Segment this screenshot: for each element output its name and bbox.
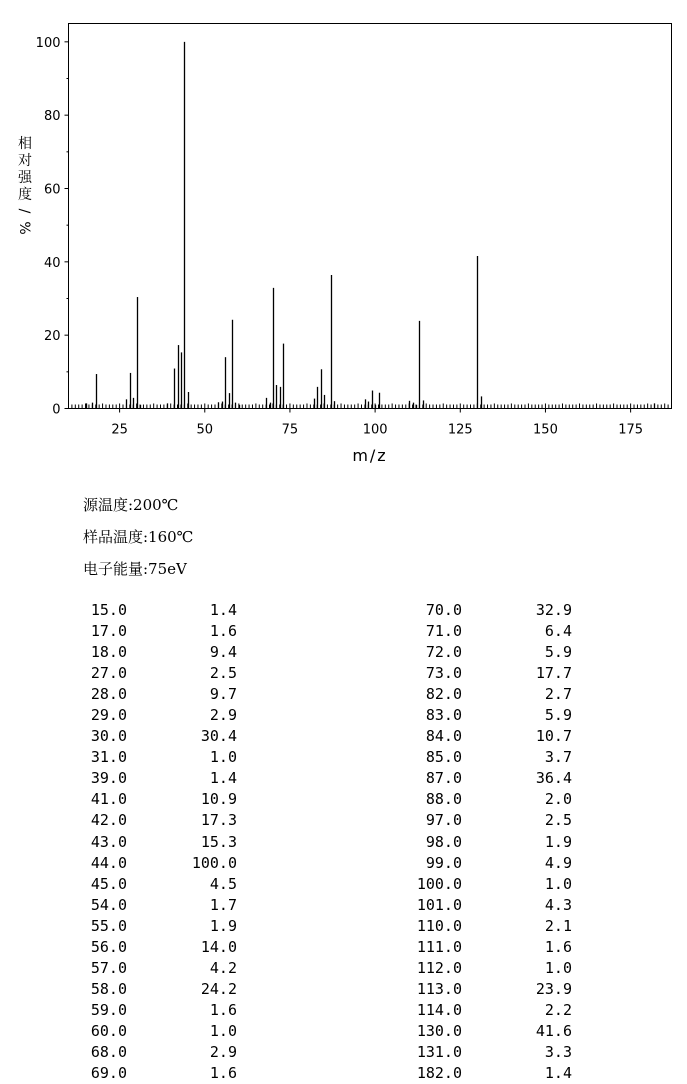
mz-value: 31.0	[90, 748, 127, 767]
y-tick-label: 80	[43, 109, 61, 125]
y-tick-label: 60	[43, 182, 61, 198]
table-row	[0, 663, 575, 684]
mz-value: 39.0	[90, 769, 127, 788]
mz-value: 44.0	[90, 853, 127, 872]
intensity-value: 17.3	[200, 811, 237, 830]
table-row	[0, 895, 575, 916]
mz-value: 97.0	[425, 811, 462, 830]
intensity-value: 2.5	[209, 664, 237, 683]
mz-value: 15.0	[90, 601, 127, 619]
mass-spectrum-chart	[0, 0, 687, 470]
intensity-value: 9.4	[209, 643, 237, 662]
table-row	[0, 832, 575, 853]
intensity-value: 24.2	[200, 979, 237, 998]
y-tick-label: 20	[43, 329, 61, 345]
mz-value: 18.0	[90, 643, 127, 662]
y-axis-ticks	[36, 36, 69, 418]
intensity-value: 3.3	[544, 1042, 572, 1061]
mz-value: 71.0	[425, 622, 462, 641]
table-row	[0, 621, 575, 642]
mz-value: 69.0	[90, 1064, 127, 1083]
mz-value: 41.0	[90, 790, 127, 809]
intensity-value: 15.3	[200, 832, 237, 851]
intensity-value: 4.2	[209, 958, 237, 977]
intensity-value: 1.7	[209, 895, 237, 914]
peak-table-right	[0, 600, 575, 1084]
mz-value: 43.0	[90, 832, 127, 851]
intensity-value: 1.0	[544, 958, 572, 977]
y-axis-label-char: /	[16, 208, 32, 214]
table-row	[0, 916, 575, 937]
intensity-value: 10.7	[535, 727, 572, 746]
mz-value: 70.0	[425, 601, 462, 619]
intensity-value: 1.4	[209, 769, 237, 788]
intensity-value: 30.4	[200, 727, 237, 746]
table-row	[0, 1021, 575, 1042]
intensity-value: 2.7	[544, 685, 572, 704]
mz-value: 182.0	[416, 1064, 462, 1083]
mz-value: 17.0	[90, 622, 127, 641]
y-axis-label-char: 对	[18, 153, 32, 169]
intensity-value: 2.9	[209, 1042, 237, 1061]
table-row	[0, 705, 575, 726]
mz-value: 113.0	[416, 979, 462, 998]
y-axis-label-char: 相	[18, 136, 32, 152]
intensity-value: 1.0	[209, 1021, 237, 1040]
mz-value: 28.0	[90, 685, 127, 704]
intensity-value: 3.7	[544, 748, 572, 767]
mz-value: 42.0	[90, 811, 127, 830]
table-row	[0, 642, 575, 663]
table-row	[0, 979, 575, 1000]
y-tick-label: 100	[35, 35, 61, 51]
intensity-value: 32.9	[535, 601, 572, 619]
x-tick-label: 50	[196, 422, 214, 438]
intensity-value: 23.9	[535, 979, 572, 998]
intensity-value: 1.4	[209, 601, 237, 619]
table-row	[0, 747, 575, 768]
mz-value: 57.0	[90, 958, 127, 977]
mz-value: 73.0	[425, 664, 462, 683]
intensity-value: 17.7	[535, 664, 572, 683]
x-minor-ticks	[69, 404, 672, 409]
y-tick-label: 40	[43, 255, 61, 271]
y-axis-label	[16, 135, 33, 235]
table-row	[0, 1000, 575, 1021]
mz-value: 101.0	[416, 895, 462, 914]
x-axis-label: m/z	[352, 446, 388, 465]
mz-value: 45.0	[90, 874, 127, 893]
intensity-value: 14.0	[200, 937, 237, 956]
mz-value: 59.0	[90, 1000, 127, 1019]
x-tick-label: 125	[447, 422, 473, 438]
table-row	[0, 958, 575, 979]
sample-temperature: 样品温度:160℃	[83, 528, 194, 546]
intensity-value: 1.9	[209, 916, 237, 935]
intensity-value: 36.4	[535, 769, 572, 788]
intensity-value: 1.0	[544, 874, 572, 893]
mz-value: 100.0	[416, 874, 462, 893]
intensity-value: 1.6	[209, 622, 237, 641]
x-tick-label: 25	[111, 422, 128, 438]
mz-value: 111.0	[416, 937, 462, 956]
intensity-value: 5.9	[544, 643, 572, 662]
mz-value: 114.0	[416, 1000, 462, 1019]
table-row	[0, 1042, 575, 1063]
mz-value: 87.0	[425, 769, 462, 788]
intensity-value: 5.9	[544, 706, 572, 725]
spectrum-peaks	[87, 42, 655, 409]
table-row	[0, 726, 575, 747]
source-temperature: 源温度:200℃	[83, 496, 179, 514]
table-row	[0, 789, 575, 810]
y-axis-label-char: %	[16, 221, 32, 235]
mz-value: 56.0	[90, 937, 127, 956]
mz-value: 131.0	[416, 1042, 462, 1061]
intensity-value: 2.9	[209, 706, 237, 725]
x-axis-ticks	[111, 409, 643, 438]
table-row	[0, 1063, 575, 1084]
electron-energy: 电子能量:75eV	[83, 560, 187, 578]
x-tick-label: 150	[533, 422, 558, 438]
table-row	[0, 853, 575, 874]
y-tick-label: 0	[52, 402, 61, 418]
intensity-value: 1.9	[544, 832, 572, 851]
mz-value: 30.0	[90, 727, 127, 746]
intensity-value: 6.4	[544, 622, 572, 641]
mz-value: 85.0	[425, 748, 462, 767]
mz-value: 112.0	[416, 958, 462, 977]
table-row	[0, 874, 575, 895]
intensity-value: 1.0	[209, 748, 237, 767]
mz-value: 54.0	[90, 895, 127, 914]
intensity-value: 4.9	[544, 853, 572, 872]
table-row	[0, 684, 575, 705]
mz-value: 130.0	[416, 1021, 462, 1040]
x-tick-label: 175	[618, 422, 644, 438]
mz-value: 83.0	[425, 706, 462, 725]
intensity-value: 4.5	[209, 874, 237, 893]
table-row	[0, 937, 575, 958]
mz-value: 84.0	[425, 727, 462, 746]
intensity-value: 2.0	[544, 790, 572, 809]
intensity-value: 1.6	[544, 937, 572, 956]
table-row	[0, 768, 575, 789]
intensity-value: 10.9	[200, 790, 237, 809]
x-tick-label: 75	[281, 422, 299, 438]
mz-value: 88.0	[425, 790, 462, 809]
mz-value: 98.0	[425, 832, 462, 851]
intensity-value: 2.1	[544, 916, 572, 935]
intensity-value: 9.7	[209, 685, 237, 704]
mz-value: 72.0	[425, 643, 462, 662]
mz-value: 82.0	[425, 685, 462, 704]
mz-value: 60.0	[90, 1021, 127, 1040]
mz-value: 99.0	[425, 853, 462, 872]
plot-frame	[69, 24, 672, 409]
y-axis-label-char: 度	[18, 187, 32, 203]
mz-value: 29.0	[90, 706, 127, 725]
intensity-value: 2.5	[544, 811, 572, 830]
intensity-value: 1.4	[544, 1064, 572, 1083]
mz-value: 58.0	[90, 979, 127, 998]
intensity-value: 2.2	[544, 1000, 572, 1019]
table-row	[0, 600, 575, 621]
intensity-value: 1.6	[209, 1064, 237, 1083]
intensity-value: 4.3	[544, 895, 572, 914]
x-tick-label: 100	[362, 422, 388, 438]
mz-value: 27.0	[90, 664, 127, 683]
mz-value: 55.0	[90, 916, 127, 935]
intensity-value: 1.6	[209, 1000, 237, 1019]
mz-value: 110.0	[416, 916, 462, 935]
intensity-value: 100.0	[191, 853, 237, 872]
mz-value: 68.0	[90, 1042, 127, 1061]
intensity-value: 41.6	[535, 1021, 572, 1040]
y-axis-label-char: 强	[18, 170, 32, 186]
table-row	[0, 810, 575, 831]
